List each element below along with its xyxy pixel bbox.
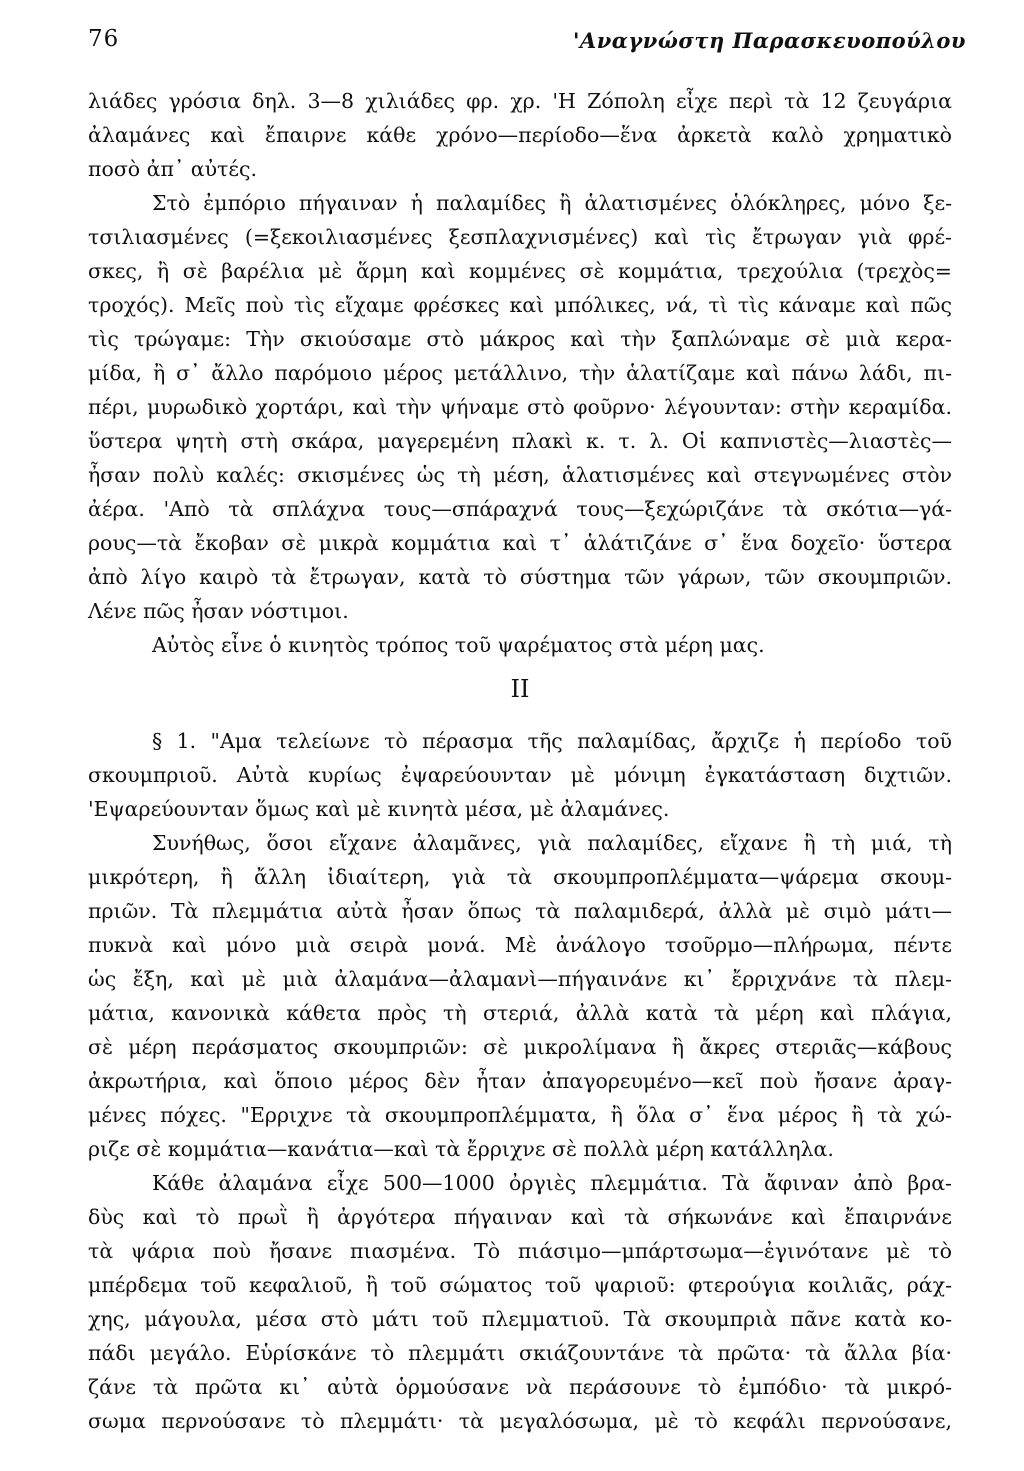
text-line: ἀκρωτήρια, καὶ ὅποιο μέρος δὲν ἦταν ἀπαγορευμένο—κεῖ ποὺ ἤσανε ἀραγ- [88,1069,952,1093]
text-line: μίδα, ἢ σ᾿ ἄλλο παρόμοιο μέρος μετάλλινο, τὴν ἁλατίζαμε καὶ πάνω λάδι, πι- [88,361,952,385]
text-line: ζάνε τὰ πρῶτα κι᾿ αὐτὰ ὁρμούσανε νὰ περάσουνε τὸ ἐμπόδιο· τὰ μικρό- [88,1375,952,1399]
text-line: ὕστερα ψητὴ στὴ σκάρα, μαγερεμένη πλακὶ κ. τ. λ. Οἱ καπνιστὲς—λιαστὲς— [88,429,952,453]
text-line: ρους—τὰ ἔκοβαν σὲ μικρὰ κομμάτια καὶ τ᾿ ἁλάτιζάνε σ᾿ ἕνα δοχεῖο· ὕστερα [88,531,952,555]
running-head: 'Αναγνώστη Παρασκευοπούλου [572,28,966,53]
text-line: σὲ μέρη περάσματος σκουμπριῶν: σὲ μικρολίμανα ἢ ἄκρες στεριᾶς—κάβους [88,1035,952,1059]
text-line: 'Εψαρεύουνταν ὅμως καὶ μὲ κινητὰ μέσα, μὲ ἀλαμάνες. [88,797,670,821]
text-line: τὰ ψάρια ποὺ ἤσανε πιασμένα. Τὸ πιάσιμο—μπάρτσωμα—ἐγινότανε μὲ τὸ [88,1239,952,1263]
text-line: Αὐτὸς εἶνε ὁ κινητὸς τρόπος τοῦ ψαρέματος στὰ μέρη μας. [152,633,765,657]
text-line: πάδι μεγάλο. Εὑρίσκάνε τὸ πλεμμάτι σκιάζουντάνε τὰ πρῶτα· τὰ ἄλλα βία· [88,1341,952,1365]
text-line: Κάθε ἀλαμάνα εἶχε 500—1000 ὀργιὲς πλεμμάτια. Τὰ ἄφιναν ἀπὸ βρα- [152,1171,952,1195]
page-header [88,26,968,66]
text-line: χης, μάγουλα, μέσα στὸ μάτι τοῦ πλεμματιοῦ. Τὰ σκουμπριὰ πᾶνε κατὰ κο- [88,1307,952,1331]
text-line: σκουμπριοῦ. Αὐτὰ κυρίως ἐψαρεύουνταν μὲ μόνιμη ἐγκατάσταση διχτιῶν. [88,763,952,787]
text-line: πέρι, μυρωδικὸ χορτάρι, καὶ τὴν ψήναμε στὸ φοῦρνο· λέγουνταν: στὴν κεραμίδα. [88,395,952,419]
text-line: Λένε πῶς ἦσαν νόστιμοι. [88,599,349,623]
text-line: μπέρδεμα τοῦ κεφαλιοῦ, ἢ τοῦ σώματος τοῦ ψαριοῦ: φτερούγια κοιλιᾶς, ράχ- [88,1273,952,1297]
text-line: ποσὸ ἀπ᾿ αὐτές. [88,157,258,181]
text-line: ἀέρα. 'Απὸ τὰ σπλάχνα τους—σπάραχνά τους—ξεχώριζάνε τὰ σκότια—γά- [88,497,952,521]
text-line: § 1. "Αμα τελείωνε τὸ πέρασμα τῆς παλαμίδας, ἄρχιζε ἡ περίοδο τοῦ [152,729,952,753]
text-line: ἀλαμάνες καὶ ἔπαιρνε κάθε χρόνο—περίοδο—ἕνα ἀρκετὰ καλὸ χρηματικὸ [88,123,952,147]
text-line: λιάδες γρόσια δηλ. 3—8 χιλιάδες φρ. χρ. 'Η Ζόπολη εἶχε περὶ τὰ 12 ζευγάρια [88,89,952,113]
text-line: Συνήθως, ὅσοι εἴχανε ἀλαμᾶνες, γιὰ παλαμίδες, εἴχανε ἢ τὴ μιά, τὴ [152,831,952,855]
text-line: τὶς τρώγαμε: Τὴν σκιούσαμε στὸ μάκρος καὶ τὴν ξαπλώναμε σὲ μιὰ κερα- [88,327,952,351]
text-line: σκες, ἢ σὲ βαρέλια μὲ ἅρμη καὶ κομμένες σὲ κομμάτια, τρεχούλια (τρεχὸς= [88,259,952,283]
text-line: δὺς καὶ τὸ πρωῒ ἢ ἀργότερα πήγαιναν καὶ τὰ σήκωνάνε καὶ ἔπαιρνάνε [88,1205,952,1229]
text-line: τροχός). Μεῖς ποὺ τὶς εἴχαμε φρέσκες καὶ μπόλικες, νά, τὶ τὶς κάναμε καὶ πῶς [88,293,952,317]
text-line: μικρότερη, ἢ ἄλλη ἰδιαίτερη, γιὰ τὰ σκουμπροπλέμματα—ψάρεμα σκουμ- [88,865,952,889]
text-line: πριῶν. Τὰ πλεμμάτια αὐτὰ ἦσαν ὅπως τὰ παλαμιδερά, ἀλλὰ μὲ σιμὸ μάτι— [88,899,952,923]
text-line: μένες πόχες. "Ερριχνε τὰ σκουμπροπλέμματα, ἢ ὅλα σ᾿ ἕνα μέρος ἢ τὰ χώ- [88,1103,952,1127]
section-heading: II [510,675,530,703]
text-line: πυκνὰ καὶ μόνο μιὰ σειρὰ μονά. Μὲ ἀνάλογο τσοῦρμο—πλήρωμα, πέντε [88,933,952,957]
text-line: σωμα περνούσανε τὸ πλεμμάτι· τὰ μεγαλόσωμα, μὲ τὸ κεφάλι περνούσανε, [88,1409,952,1433]
text-line: ἦσαν πολὺ καλές: σκισμένες ὡς τὴ μέση, ἁλατισμένες καὶ στεγνωμένες στὸν [88,463,952,487]
text-line: ἀπὸ λίγο καιρὸ τὰ ἔτρωγαν, κατὰ τὸ σύστημα τῶν γάρων, τῶν σκουμπριῶν. [88,565,952,589]
page-number: 76 [88,26,120,52]
text-line: ὡς ἔξη, καὶ μὲ μιὰ ἀλαμάνα—ἀλαμανὶ—πήγαινάνε κι᾿ ἔρριχνάνε τὰ πλεμ- [88,967,952,991]
text-line: μάτια, κανονικὰ κάθετα πρὸς τὴ στεριά, ἀλλὰ κατὰ τὰ μέρη καὶ πλάγια, [88,1001,952,1025]
text-line: τσιλιασμένες (=ξεκοιλιασμένες ξεσπλαχνισμένες) καὶ τὶς ἔτρωγαν γιὰ φρέ- [88,225,952,249]
text-line: Στὸ ἐμπόριο πήγαιναν ἡ παλαμίδες ἢ ἁλατισμένες ὁλόκληρες, μόνο ξε- [152,191,952,215]
text-line: ριζε σὲ κομμάτια—κανάτια—καὶ τὰ ἔρριχνε σὲ πολλὰ μέρη κατάλληλα. [88,1137,834,1161]
